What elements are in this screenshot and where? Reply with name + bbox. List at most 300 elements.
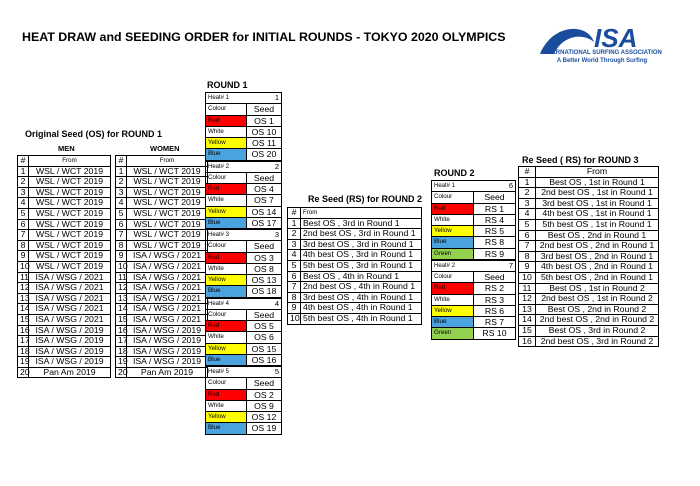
rs-table-row xyxy=(519,230,659,241)
women-seed-source: WSL / WCT 2019 xyxy=(127,219,208,230)
heat-label: Heat# 2 xyxy=(432,260,474,271)
heat-row xyxy=(432,328,516,339)
men-seed-source: WSL / WCT 2019 xyxy=(29,198,111,209)
rs-from-header: From xyxy=(301,208,422,219)
rs-seed-source: Best OS , 2nd in Round 2 xyxy=(536,304,659,315)
heat-number: 1 xyxy=(247,93,282,104)
rs-seed-source: Best OS , 3rd in Round 1 xyxy=(301,218,422,229)
heat-number: 3 xyxy=(247,230,282,241)
heat-row xyxy=(206,321,282,332)
heat-seed-cell: RS 6 xyxy=(474,305,516,316)
women-seed-number: 12 xyxy=(116,283,127,294)
heat-row xyxy=(206,149,282,160)
os-table-row xyxy=(18,367,208,378)
seed-column-header: Seed xyxy=(247,241,282,252)
os-table-row xyxy=(18,325,208,336)
rs-header-row xyxy=(519,167,659,178)
seed-column-header: Seed xyxy=(247,172,282,183)
men-seed-number: 4 xyxy=(18,198,29,209)
os-women-hash-header: # xyxy=(116,156,127,167)
colour-column-header: Colour xyxy=(206,172,247,183)
men-seed-source: WSL / WCT 2019 xyxy=(29,251,111,262)
rs-seed-number: 11 xyxy=(519,283,536,294)
heat-seed-cell: OS 20 xyxy=(247,149,282,160)
os-table-row xyxy=(18,198,208,209)
heat-row xyxy=(432,226,516,237)
page-title: HEAT DRAW and SEEDING ORDER for INITIAL ROUNDS - TOKYO 2020 OLYMPICS xyxy=(22,30,506,44)
rs-seed-number: 12 xyxy=(519,294,536,305)
men-seed-source: ISA / WSG / 2021 xyxy=(29,314,111,325)
heat-row xyxy=(206,389,282,400)
rs-seed-number: 15 xyxy=(519,325,536,336)
men-seed-source: ISA / WSG / 2019 xyxy=(29,325,111,336)
heat-row xyxy=(206,412,282,423)
heat-seed-cell: OS 7 xyxy=(247,195,282,206)
rs-seed-source: 5th best OS , 2nd in Round 1 xyxy=(536,272,659,283)
heat-label-row xyxy=(206,161,282,172)
rs-seed-source: Best OS , 3rd in Round 2 xyxy=(536,325,659,336)
jersey-colour-cell: Red xyxy=(432,283,474,294)
heat-label-row xyxy=(206,93,282,104)
rs-table-row xyxy=(519,272,659,283)
women-label: WOMEN xyxy=(150,144,180,153)
rs-seed-number: 4 xyxy=(519,209,536,220)
heat-seed-cell: RS 3 xyxy=(474,294,516,305)
jersey-colour-cell: Yellow xyxy=(206,412,247,423)
heat-seed-cell: OS 14 xyxy=(247,206,282,217)
women-seed-number: 15 xyxy=(116,314,127,325)
heat-row xyxy=(432,203,516,214)
colour-column-header: Colour xyxy=(206,378,247,389)
women-seed-source: WSL / WCT 2019 xyxy=(127,187,208,198)
heat-seed-cell: OS 18 xyxy=(247,286,282,297)
rs-table-row xyxy=(288,218,422,229)
rs-seed-source: 4th best OS , 1st in Round 1 xyxy=(536,209,659,220)
women-seed-source: WSL / WCT 2019 xyxy=(127,240,208,251)
rs-seed-source: 2nd best OS , 1st in Round 1 xyxy=(536,188,659,199)
rs-seed-number: 2 xyxy=(288,229,301,240)
men-seed-source: WSL / WCT 2019 xyxy=(29,208,111,219)
reseed-r2-table xyxy=(287,207,422,325)
rs-seed-source: 2nd best OS , 3rd in Round 1 xyxy=(301,229,422,240)
men-seed-source: WSL / WCT 2019 xyxy=(29,177,111,188)
women-seed-number: 5 xyxy=(116,208,127,219)
men-seed-source: WSL / WCT 2019 xyxy=(29,230,111,241)
rs-table-row xyxy=(519,241,659,252)
men-seed-source: ISA / WSG / 2021 xyxy=(29,304,111,315)
rs-seed-number: 7 xyxy=(288,282,301,293)
women-seed-number: 16 xyxy=(116,325,127,336)
women-seed-source: WSL / WCT 2019 xyxy=(127,177,208,188)
colour-column-header: Colour xyxy=(206,309,247,320)
women-seed-source: ISA / WSG / 2021 xyxy=(127,283,208,294)
rs-seed-number: 6 xyxy=(519,230,536,241)
rs-seed-number: 4 xyxy=(288,250,301,261)
os-women-from-header: From xyxy=(127,156,208,167)
rs-table-row xyxy=(519,209,659,220)
heat-label: Heat# 4 xyxy=(206,298,247,309)
men-seed-number: 20 xyxy=(18,367,29,378)
os-table-row xyxy=(18,261,208,272)
heat-label-row xyxy=(432,260,516,271)
jersey-colour-cell: Red xyxy=(206,389,247,400)
seed-column-header: Seed xyxy=(247,104,282,115)
jersey-colour-cell: Yellow xyxy=(206,275,247,286)
heat-number: 6 xyxy=(474,181,516,192)
heat-column-row xyxy=(206,104,282,115)
heat-column-row xyxy=(432,192,516,203)
heat-label: Heat# 3 xyxy=(206,230,247,241)
logo-text: ISA xyxy=(594,23,638,53)
men-seed-source: WSL / WCT 2019 xyxy=(29,261,111,272)
heat-seed-cell: RS 8 xyxy=(474,237,516,248)
heat-row xyxy=(432,294,516,305)
rs-seed-number: 6 xyxy=(288,271,301,282)
rs-seed-source: Best OS , 2nd in Round 1 xyxy=(536,230,659,241)
heat-seed-cell: RS 1 xyxy=(474,203,516,214)
os-table-row xyxy=(18,293,208,304)
rs-table-row xyxy=(519,336,659,347)
women-seed-number: 18 xyxy=(116,346,127,357)
men-seed-number: 10 xyxy=(18,261,29,272)
heat-seed-cell: RS 9 xyxy=(474,248,516,259)
rs-seed-number: 8 xyxy=(519,251,536,262)
jersey-colour-cell: Red xyxy=(206,115,247,126)
heat-row xyxy=(206,206,282,217)
os-table-row xyxy=(18,304,208,315)
os-table-row xyxy=(18,219,208,230)
logo-line-2: A Better World Through Surfing xyxy=(556,58,648,64)
rs-seed-number: 1 xyxy=(519,177,536,188)
heat-seed-cell: OS 3 xyxy=(247,252,282,263)
seed-column-header: Seed xyxy=(474,192,516,203)
men-seed-number: 17 xyxy=(18,336,29,347)
round1-heading: ROUND 1 xyxy=(207,80,248,90)
seed-column-header: Seed xyxy=(247,378,282,389)
jersey-colour-cell: Blue xyxy=(206,286,247,297)
rs-seed-source: 3rd best OS , 1st in Round 1 xyxy=(536,198,659,209)
seed-column-header: Seed xyxy=(474,272,516,283)
heat-label: Heat# 5 xyxy=(206,367,247,378)
rs-seed-number: 1 xyxy=(288,218,301,229)
jersey-colour-cell: White xyxy=(432,294,474,305)
jersey-colour-cell: White xyxy=(206,126,247,137)
rs-seed-source: 3rd best OS , 4th in Round 1 xyxy=(301,292,422,303)
women-seed-number: 10 xyxy=(116,261,127,272)
women-seed-number: 3 xyxy=(116,187,127,198)
heat-row xyxy=(206,126,282,137)
heat-seed-cell: OS 5 xyxy=(247,321,282,332)
reseed-r3-heading: Re Seed ( RS) for ROUND 3 xyxy=(522,155,639,165)
rs-table-row xyxy=(288,250,422,261)
os-table-row xyxy=(18,314,208,325)
women-seed-number: 13 xyxy=(116,293,127,304)
men-seed-source: ISA / WSG / 2021 xyxy=(29,283,111,294)
heat-seed-cell: OS 10 xyxy=(247,126,282,137)
rs-table-row xyxy=(519,325,659,336)
women-seed-number: 14 xyxy=(116,304,127,315)
men-seed-source: WSL / WCT 2019 xyxy=(29,166,111,177)
jersey-colour-cell: Red xyxy=(206,184,247,195)
women-seed-source: WSL / WCT 2019 xyxy=(127,208,208,219)
heat-number: 4 xyxy=(247,298,282,309)
heat-label: Heat# 1 xyxy=(206,93,247,104)
rs-table-row xyxy=(519,177,659,188)
women-seed-number: 19 xyxy=(116,357,127,368)
heat-column-row xyxy=(206,241,282,252)
heat-seed-cell: OS 19 xyxy=(247,423,282,434)
heat-row xyxy=(206,423,282,434)
jersey-colour-cell: Blue xyxy=(206,423,247,434)
heat-seed-cell: RS 7 xyxy=(474,317,516,328)
rs-table-row xyxy=(519,262,659,273)
men-seed-number: 12 xyxy=(18,283,29,294)
heat-seed-cell: OS 13 xyxy=(247,275,282,286)
rs-table-row xyxy=(519,294,659,305)
os-table-row xyxy=(18,357,208,368)
rs-seed-source: 2nd best OS , 2nd in Round 1 xyxy=(536,241,659,252)
heat-column-row xyxy=(206,172,282,183)
women-seed-source: ISA / WSG / 2019 xyxy=(127,357,208,368)
rs-table-row xyxy=(519,219,659,230)
jersey-colour-cell: White xyxy=(206,195,247,206)
rs-table-row xyxy=(519,251,659,262)
rs-seed-number: 5 xyxy=(288,260,301,271)
heat-seed-cell: RS 5 xyxy=(474,226,516,237)
heat-row xyxy=(206,400,282,411)
heat-column-row xyxy=(206,309,282,320)
jersey-colour-cell: Red xyxy=(206,252,247,263)
jersey-colour-cell: Yellow xyxy=(206,206,247,217)
men-seed-number: 13 xyxy=(18,293,29,304)
os-table-row xyxy=(18,283,208,294)
men-seed-number: 2 xyxy=(18,177,29,188)
heat-row xyxy=(206,354,282,365)
heat-table xyxy=(205,298,282,367)
rs-seed-source: 5th best OS , 4th in Round 1 xyxy=(301,313,422,324)
heat-label: Heat# 1 xyxy=(432,181,474,192)
heat-seed-cell: OS 12 xyxy=(247,412,282,423)
women-seed-source: ISA / WSG / 2019 xyxy=(127,336,208,347)
women-seed-number: 4 xyxy=(116,198,127,209)
heat-row xyxy=(206,195,282,206)
jersey-colour-cell: White xyxy=(206,332,247,343)
heat-row xyxy=(206,343,282,354)
women-seed-number: 1 xyxy=(116,166,127,177)
heat-row xyxy=(206,286,282,297)
os-table-row xyxy=(18,177,208,188)
jersey-colour-cell: White xyxy=(432,214,474,225)
heat-seed-cell: OS 2 xyxy=(247,389,282,400)
rs-seed-number: 10 xyxy=(519,272,536,283)
heat-table xyxy=(205,92,282,161)
rs-header-row xyxy=(288,208,422,219)
women-seed-source: Pan Am 2019 xyxy=(127,367,208,378)
heat-row xyxy=(206,275,282,286)
men-seed-source: WSL / WCT 2019 xyxy=(29,187,111,198)
rs-seed-number: 8 xyxy=(288,292,301,303)
rs-seed-source: 3rd best OS , 3rd in Round 1 xyxy=(301,239,422,250)
men-seed-number: 8 xyxy=(18,240,29,251)
rs-seed-number: 10 xyxy=(288,313,301,324)
original-seed-heading: Original Seed (OS) for ROUND 1 xyxy=(25,129,163,139)
rs-seed-source: Best OS , 1st in Round 2 xyxy=(536,283,659,294)
heat-seed-cell: OS 9 xyxy=(247,400,282,411)
rs-seed-source: 4th best OS , 2nd in Round 1 xyxy=(536,262,659,273)
rs-table-row xyxy=(288,303,422,314)
rs-seed-source: 2nd best OS , 4th in Round 1 xyxy=(301,282,422,293)
jersey-colour-cell: Blue xyxy=(206,217,247,228)
heat-label-row xyxy=(432,181,516,192)
rs-seed-number: 2 xyxy=(519,188,536,199)
rs-table-row xyxy=(288,282,422,293)
heat-row xyxy=(206,115,282,126)
heat-seed-cell: OS 4 xyxy=(247,184,282,195)
women-seed-source: ISA / WSG / 2021 xyxy=(127,272,208,283)
women-seed-source: ISA / WSG / 2021 xyxy=(127,293,208,304)
os-table-row xyxy=(18,336,208,347)
rs-hash-header: # xyxy=(519,167,536,178)
rs-seed-number: 9 xyxy=(288,303,301,314)
jersey-colour-cell: Red xyxy=(206,321,247,332)
heat-label-row xyxy=(206,367,282,378)
rs-seed-source: 5th best OS , 1st in Round 1 xyxy=(536,219,659,230)
heat-row xyxy=(206,252,282,263)
rs-seed-number: 9 xyxy=(519,262,536,273)
rs-seed-source: 2nd best OS , 3rd in Round 2 xyxy=(536,336,659,347)
heat-row xyxy=(432,214,516,225)
heat-table xyxy=(431,260,516,340)
heat-label-row xyxy=(206,298,282,309)
men-seed-source: WSL / WCT 2019 xyxy=(29,219,111,230)
rs-table-row xyxy=(519,304,659,315)
heat-table xyxy=(205,161,282,230)
men-seed-number: 11 xyxy=(18,272,29,283)
women-seed-source: ISA / WSG / 2021 xyxy=(127,304,208,315)
heat-seed-cell: OS 17 xyxy=(247,217,282,228)
men-seed-source: ISA / WSG / 2019 xyxy=(29,357,111,368)
men-seed-number: 18 xyxy=(18,346,29,357)
os-table-row xyxy=(18,230,208,241)
colour-column-header: Colour xyxy=(432,272,474,283)
heat-number: 5 xyxy=(247,367,282,378)
heat-seed-cell: OS 1 xyxy=(247,115,282,126)
heat-seed-cell: RS 4 xyxy=(474,214,516,225)
heat-number: 2 xyxy=(247,161,282,172)
men-seed-number: 6 xyxy=(18,219,29,230)
men-seed-number: 14 xyxy=(18,304,29,315)
men-seed-source: Pan Am 2019 xyxy=(29,367,111,378)
rs-table-row xyxy=(519,315,659,326)
heat-row xyxy=(206,332,282,343)
women-seed-number: 7 xyxy=(116,230,127,241)
rs-seed-number: 5 xyxy=(519,219,536,230)
os-table-row xyxy=(18,240,208,251)
os-men-from-header: From xyxy=(29,156,111,167)
men-seed-source: ISA / WSG / 2021 xyxy=(29,293,111,304)
rs-seed-source: 4th best OS , 3rd in Round 1 xyxy=(301,250,422,261)
men-seed-number: 16 xyxy=(18,325,29,336)
jersey-colour-cell: Red xyxy=(432,203,474,214)
rs-table-row xyxy=(288,239,422,250)
rs-table-row xyxy=(288,271,422,282)
rs-table-row xyxy=(519,198,659,209)
women-seed-source: ISA / WSG / 2021 xyxy=(127,261,208,272)
rs-seed-number: 7 xyxy=(519,241,536,252)
men-seed-number: 1 xyxy=(18,166,29,177)
os-table-row xyxy=(18,208,208,219)
women-seed-source: WSL / WCT 2019 xyxy=(127,230,208,241)
men-seed-number: 5 xyxy=(18,208,29,219)
os-table-row xyxy=(18,166,208,177)
round2-heading: ROUND 2 xyxy=(434,168,475,178)
women-seed-source: WSL / WCT 2019 xyxy=(127,198,208,209)
women-seed-number: 6 xyxy=(116,219,127,230)
heat-seed-cell: RS 2 xyxy=(474,283,516,294)
heat-seed-cell: RS 10 xyxy=(474,328,516,339)
original-seed-table xyxy=(17,155,208,378)
rs-table-row xyxy=(288,292,422,303)
women-seed-source: ISA / WSG / 2019 xyxy=(127,325,208,336)
rs-seed-number: 13 xyxy=(519,304,536,315)
jersey-colour-cell: Yellow xyxy=(206,343,247,354)
rs-table-row xyxy=(519,283,659,294)
heat-table xyxy=(431,180,516,260)
men-seed-number: 9 xyxy=(18,251,29,262)
os-table-row xyxy=(18,272,208,283)
colour-column-header: Colour xyxy=(206,104,247,115)
rs-seed-number: 3 xyxy=(288,239,301,250)
rs-seed-source: Best OS , 1st in Round 1 xyxy=(536,177,659,188)
heat-seed-cell: OS 15 xyxy=(247,343,282,354)
reseed-r2-heading: Re Seed (RS) for ROUND 2 xyxy=(308,194,423,204)
os-table-row xyxy=(18,187,208,198)
men-seed-number: 7 xyxy=(18,230,29,241)
men-seed-source: ISA / WSG / 2019 xyxy=(29,346,111,357)
jersey-colour-cell: Blue xyxy=(432,237,474,248)
jersey-colour-cell: Green xyxy=(432,328,474,339)
jersey-colour-cell: Yellow xyxy=(432,226,474,237)
logo-line-1: INTERNATIONAL SURFING ASSOCIATION xyxy=(542,50,662,56)
heat-row xyxy=(432,248,516,259)
heat-row xyxy=(206,263,282,274)
rs-seed-source: Best OS , 4th in Round 1 xyxy=(301,271,422,282)
men-seed-source: ISA / WSG / 2021 xyxy=(29,272,111,283)
rs-seed-number: 14 xyxy=(519,315,536,326)
rs-seed-number: 3 xyxy=(519,198,536,209)
round1-heats xyxy=(205,92,281,435)
jersey-colour-cell: Blue xyxy=(432,317,474,328)
heat-column-row xyxy=(432,272,516,283)
men-seed-number: 3 xyxy=(18,187,29,198)
heat-table xyxy=(205,229,282,298)
reseed-r3-table xyxy=(518,166,659,347)
os-header-row xyxy=(18,156,208,167)
rs-table-row xyxy=(288,260,422,271)
rs-hash-header: # xyxy=(288,208,301,219)
women-seed-number: 2 xyxy=(116,177,127,188)
women-seed-source: WSL / WCT 2019 xyxy=(127,166,208,177)
women-seed-number: 20 xyxy=(116,367,127,378)
heat-seed-cell: OS 8 xyxy=(247,263,282,274)
rs-table-row xyxy=(288,313,422,324)
jersey-colour-cell: White xyxy=(206,400,247,411)
colour-column-header: Colour xyxy=(432,192,474,203)
heat-row xyxy=(432,237,516,248)
heat-row xyxy=(206,184,282,195)
os-table-row xyxy=(18,251,208,262)
women-seed-source: ISA / WSG / 2021 xyxy=(127,251,208,262)
